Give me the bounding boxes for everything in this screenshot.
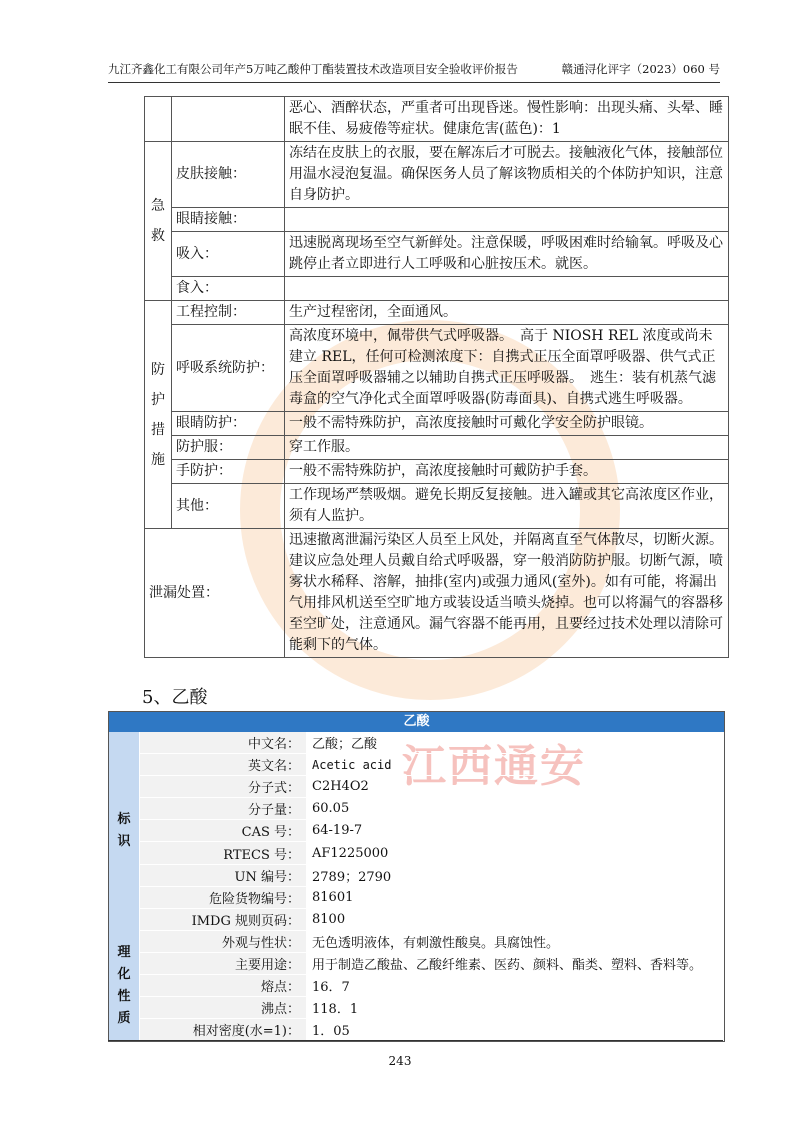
- hand-protection-value: 一般不需特殊防护，高浓度接触时可戴防护手套。: [285, 460, 729, 484]
- table-row: [145, 301, 729, 325]
- melting-point-label: 熔点：: [140, 975, 306, 996]
- table-row: [145, 142, 729, 208]
- identification-category: [109, 732, 140, 931]
- identification-group: [109, 732, 724, 931]
- main-use-value: 用于制造乙酸盐、乙酸纤维素、医药、颜料、酯类、塑料、香料等。: [312, 957, 703, 973]
- table-row: [145, 484, 729, 529]
- hand-protection-label: 手防护：: [172, 460, 285, 484]
- table-row: [140, 953, 724, 975]
- other-protection-label: 其他：: [172, 484, 285, 529]
- section-title: 5、乙酸: [142, 687, 208, 708]
- table-row: [145, 436, 729, 460]
- imdg-page-value: 8100: [312, 911, 346, 927]
- properties-group: [109, 931, 724, 1041]
- respiratory-protection-value: 高浓度环境中，佩带供气式呼吸器。 高于 NIOSH REL 浓度或尚未建立 REL，任何可检测浓度下：自携式正压全面罩呼吸器、供气式正压全面罩呼吸器辅之以辅助自携式正压呼吸器。 逃生：装有机蒸气滤毒盒的空气净化式全面罩呼吸器(防毒面具)、自携式逃生呼吸器。: [285, 325, 729, 412]
- melting-point-value: 16．7: [312, 980, 350, 996]
- ingestion-value: [285, 277, 729, 301]
- first-aid-category: 急救: [145, 142, 172, 301]
- engineering-control-value: 生产过程密闭，全面通风。: [285, 301, 729, 325]
- appearance-value: 无色透明液体，有刺激性酸臭。具腐蚀性。: [312, 935, 560, 951]
- table-row: [145, 325, 729, 412]
- properties-category: [109, 931, 140, 1041]
- appearance-label: 外观与性状：: [140, 931, 306, 952]
- leak-disposal-value: 迅速撤离泄漏污染区人员至上风处，并隔离直至气体散尽，切断火源。建议应急处理人员戴自给式呼吸器，穿一般消防防护服。切断气源，喷雾状水稀释、溶解，抽排(室内)或强力通风(室外)。如有可能，将漏出气用排风机送至空旷地方或装设适当喷头烧掉。也可以将漏气的容器移至空旷处，注意通风。漏气容器不能再用，且要经过技术处理以清除可能剩下的气体。: [285, 529, 729, 658]
- hazard-info-table: [144, 96, 729, 658]
- respiratory-protection-label: 呼吸系统防护：: [172, 325, 285, 412]
- table-row: [140, 820, 724, 842]
- formula-label: 分子式：: [140, 776, 306, 797]
- english-name-label: 英文名：: [140, 754, 306, 775]
- table-row: [140, 842, 724, 864]
- table-row: [140, 931, 724, 953]
- table-cell-empty: [172, 97, 285, 142]
- inhalation-value: 迅速脱离现场至空气新鲜处。注意保暖，呼吸困难时给输氧。呼吸及心跳停止者立即进行人工呼吸和心脏按压术。就医。: [285, 232, 729, 277]
- eye-protection-label: 眼睛防护：: [172, 412, 285, 436]
- eye-protection-value: 一般不需特殊防护，高浓度接触时可戴化学安全防护眼镜。: [285, 412, 729, 436]
- molecular-weight-value: 60.05: [312, 801, 350, 817]
- footer-divider: [108, 1040, 723, 1041]
- header-report-title: 九江齐鑫化工有限公司年产5万吨乙酸仲丁酯装置技术改造项目安全验收评价报告: [108, 62, 518, 76]
- properties-category-label: 理化性质: [117, 945, 131, 1027]
- header-report-number: 赣通浔化评字（2023）060 号: [561, 62, 720, 76]
- identification-category-label: 标识: [117, 812, 131, 850]
- relative-density-value: 1．05: [312, 1024, 350, 1040]
- table-row: [145, 529, 729, 658]
- table-row: [140, 754, 724, 776]
- table-row: [140, 1019, 724, 1041]
- table-row: [140, 975, 724, 997]
- page-number: 243: [388, 1054, 412, 1068]
- ingestion-label: 食入：: [172, 277, 285, 301]
- main-use-label: 主要用途：: [140, 953, 306, 974]
- dangerous-goods-value: 81601: [312, 889, 354, 905]
- cas-label: CAS 号：: [140, 820, 306, 841]
- table-row: [145, 208, 729, 232]
- table-row: [145, 277, 729, 301]
- un-number-value: 2789；2790: [312, 869, 392, 885]
- watermark-text: 江西通安: [402, 741, 586, 792]
- un-number-label: UN 编号：: [140, 865, 306, 886]
- table-cell-empty: [145, 97, 172, 142]
- table-row: [140, 865, 724, 887]
- cas-value: 64-19-7: [312, 823, 363, 839]
- table-row: [140, 776, 724, 798]
- english-name-value: Acetic acid: [312, 757, 392, 772]
- table-row: [140, 732, 724, 754]
- protective-clothing-value: 穿工作服。: [285, 436, 729, 460]
- acetic-acid-table: [108, 711, 725, 1042]
- rtecs-label: RTECS 号：: [140, 842, 306, 863]
- boiling-point-value: 118．1: [312, 1002, 359, 1018]
- chinese-name-value: 乙酸；乙酸: [312, 737, 378, 753]
- imdg-page-label: IMDG 规则页码：: [140, 909, 306, 930]
- eye-contact-value: [285, 208, 729, 232]
- chinese-name-label: 中文名：: [140, 732, 306, 753]
- health-hazard-text: 恶心、酒醉状态，严重者可出现昏迷。慢性影响：出现头痛、头晕、睡眠不佳、易疲倦等症状。健康危害(蓝色)：1: [285, 97, 729, 142]
- table-row: [145, 460, 729, 484]
- skin-contact-label: 皮肤接触：: [172, 142, 285, 208]
- table-row: [140, 909, 724, 931]
- acetic-acid-table-title: 乙酸: [109, 712, 724, 732]
- dangerous-goods-label: 危险货物编号：: [140, 887, 306, 908]
- page-header: [108, 61, 720, 83]
- skin-contact-value: 冻结在皮肤上的衣服，要在解冻后才可脱去。接触液化气体，接触部位用温水浸泡复温。确保医务人员了解该物质相关的个体防护知识，注意自身防护。: [285, 142, 729, 208]
- formula-value: C2H4O2: [312, 779, 369, 795]
- other-protection-value: 工作现场严禁吸烟。避免长期反复接触。进入罐或其它高浓度区作业，须有人监护。: [285, 484, 729, 529]
- molecular-weight-label: 分子量：: [140, 798, 306, 819]
- table-row: [145, 97, 729, 142]
- table-row: [140, 887, 724, 909]
- table-row: [140, 798, 724, 820]
- table-row: [140, 997, 724, 1019]
- engineering-control-label: 工程控制：: [172, 301, 285, 325]
- inhalation-label: 吸入：: [172, 232, 285, 277]
- rtecs-value: AF1225000: [312, 845, 389, 861]
- table-row: [145, 232, 729, 277]
- protection-category: 防护措施: [145, 301, 172, 529]
- eye-contact-label: 眼睛接触：: [172, 208, 285, 232]
- protective-clothing-label: 防护服：: [172, 436, 285, 460]
- boiling-point-label: 沸点：: [140, 997, 306, 1018]
- leak-disposal-label: 泄漏处置：: [145, 529, 285, 658]
- relative-density-label: 相对密度(水=1)：: [140, 1019, 306, 1040]
- table-row: [145, 412, 729, 436]
